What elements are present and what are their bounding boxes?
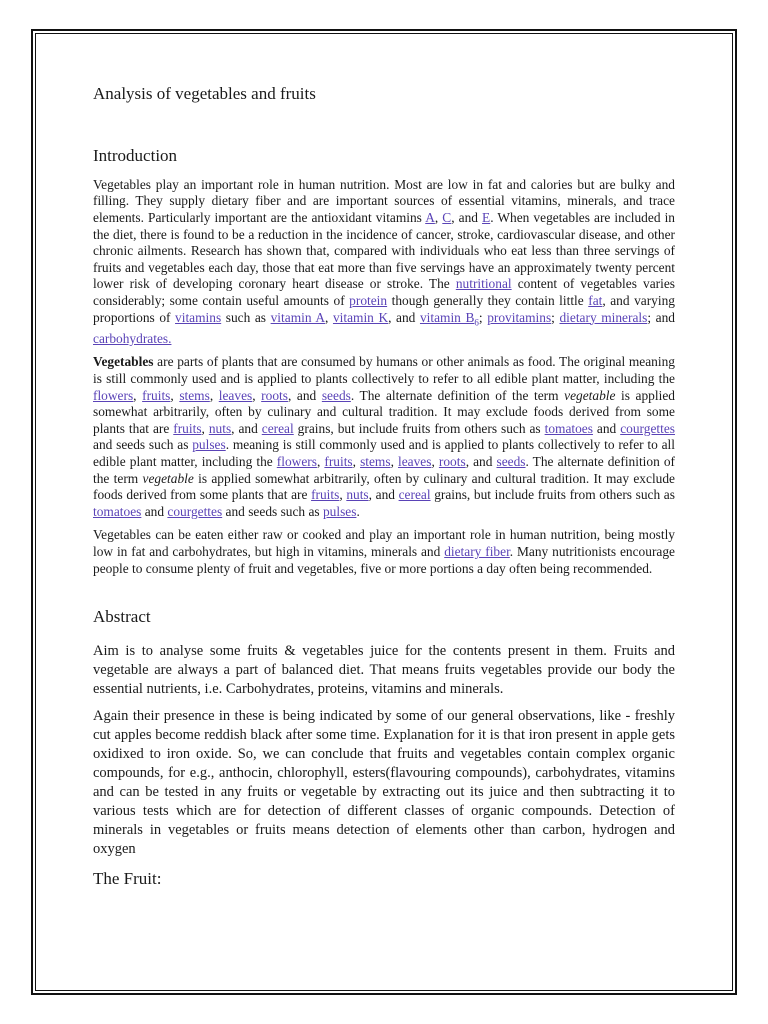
bold-term-vegetables: Vegetables bbox=[93, 354, 154, 370]
text: , bbox=[133, 387, 143, 403]
link-protein[interactable]: protein bbox=[349, 292, 388, 308]
text: and seeds such as bbox=[222, 503, 323, 519]
text: . meaning is still commonly used and is applied to plants collectively to refer to all edible plant matter, including the bbox=[93, 437, 675, 469]
text: , and bbox=[231, 420, 262, 436]
text: ; bbox=[478, 309, 488, 325]
fruit-heading: The Fruit: bbox=[93, 868, 162, 888]
text: , bbox=[390, 453, 398, 469]
text: , and bbox=[368, 487, 399, 503]
intro-paragraph-1 bbox=[93, 177, 675, 348]
text: such as bbox=[221, 309, 271, 325]
link-dietary-fiber[interactable]: dietary fiber bbox=[444, 543, 510, 559]
link-dietary-minerals[interactable]: dietary minerals bbox=[559, 309, 648, 325]
text: . bbox=[356, 503, 360, 519]
text: . When vegetables are included in the diet, there is found to be a reduction in the incidence of cancer, stroke, cardiovascular disease, and other chronic ailments. Research has shown that, compared with individuals who eat less than three servings of fruits and vegetables each day, those that eat more than five servings have an approximately twenty percent lower risk of developing coronary heart disease or stroke. The bbox=[93, 209, 675, 292]
text: and seeds such as bbox=[93, 437, 193, 453]
link-cereal[interactable]: cereal bbox=[398, 487, 431, 503]
text: . The alternate definition of the term bbox=[350, 387, 565, 403]
link-vitamin-a-letter[interactable]: A bbox=[425, 209, 435, 225]
italic-term-vegetable: vegetable bbox=[564, 387, 616, 403]
text: ; and bbox=[647, 309, 675, 325]
intro-paragraph-3 bbox=[93, 527, 675, 577]
link-vitamin-e-letter[interactable]: E bbox=[482, 209, 491, 225]
link-leaves[interactable]: leaves bbox=[218, 387, 253, 403]
text: , bbox=[434, 209, 443, 225]
link-pulses[interactable]: pulses bbox=[192, 437, 226, 453]
text: , bbox=[252, 387, 262, 403]
link-fat[interactable]: fat bbox=[588, 292, 603, 308]
text: Vegetables can be eaten either raw or cooked and play an important role in human nutrition, being mostly low in fat and carbohydrates, but high in vitamins, minerals and bbox=[93, 527, 675, 559]
link-vitamin-b-text: vitamin B bbox=[419, 309, 475, 325]
link-fruits[interactable]: fruits bbox=[173, 420, 202, 436]
italic-term-vegetable: vegetable bbox=[142, 470, 194, 486]
abstract-paragraph-2: Again their presence in these is being indicated by some of our general observations, like - freshly cut apples become reddish black after some time. Explanation for it is that iron present in apple gets oxidixed to iron oxide. So, we can conclude that fruits and vegetables contain complex organic compounds, for e.g., anthocin, chlorophyll, esters(flavouring compounds), carbohydrates, vitamins and can be tested in any fruits or vegetable by extracting out its juice and then subtracting it to various tests which are for detection of different classes of organic compounds. Detection of minerals in vegetables or fruits means detection of elements other than carbon, hydrogen and oxygen bbox=[93, 707, 675, 857]
link-vitamin-c-letter[interactable]: C bbox=[442, 209, 452, 225]
intro-paragraph-2 bbox=[93, 354, 675, 520]
text: , bbox=[201, 420, 209, 436]
text: , bbox=[339, 487, 347, 503]
text: are parts of plants that are consumed by humans or other animals as food. The original meaning is still commonly used and is applied to plants collectively to refer to all edible plant matter, including the bbox=[93, 354, 675, 386]
link-seeds[interactable]: seeds bbox=[321, 387, 351, 403]
introduction-heading: Introduction bbox=[93, 146, 178, 166]
link-fruits[interactable]: fruits bbox=[142, 387, 171, 403]
text: and bbox=[592, 420, 621, 436]
text: grains, but include fruits from others such as bbox=[293, 420, 545, 436]
text: , and bbox=[451, 209, 483, 225]
link-nuts[interactable]: nuts bbox=[208, 420, 232, 436]
link-carbohydrates[interactable]: carbohydrates. bbox=[93, 330, 172, 346]
text: , bbox=[170, 387, 180, 403]
link-vitamins[interactable]: vitamins bbox=[175, 309, 222, 325]
text: , bbox=[431, 453, 439, 469]
text: grains, but include fruits from others such as bbox=[430, 487, 675, 503]
text: . Many nutritionists encourage people to consume plenty of fruit and vegetables, five or more portions a day often being recommended. bbox=[93, 543, 675, 576]
abstract-paragraph-1: Aim is to analyse some fruits & vegetables juice for the contents present in them. Fruits and vegetable are always a part of balanced diet. That means fruits vegetables provide our body the essential nutrients, i.e. Carbohydrates, proteins, vitamins and minerals. bbox=[93, 642, 675, 697]
link-nuts[interactable]: nuts bbox=[346, 487, 369, 503]
link-tomatoes[interactable]: tomatoes bbox=[544, 420, 593, 436]
text: , bbox=[352, 453, 361, 469]
text: , bbox=[316, 453, 325, 469]
link-cereal[interactable]: cereal bbox=[261, 420, 294, 436]
text: ; bbox=[551, 309, 560, 325]
link-fruits[interactable]: fruits bbox=[324, 453, 353, 469]
text: , bbox=[209, 387, 219, 403]
text: is applied somewhat arbitrarily, often by culinary and cultural tradition. It may exclude foods derived from some plants that are bbox=[93, 387, 675, 436]
link-roots[interactable]: roots bbox=[261, 387, 288, 403]
subscript-6: 6 bbox=[474, 317, 479, 328]
link-leaves[interactable]: leaves bbox=[398, 453, 432, 469]
document-title: Analysis of vegetables and fruits bbox=[93, 84, 316, 103]
text: is applied somewhat arbitrarily, often by culinary and cultural tradition. It may exclude foods derived from some plants that are bbox=[93, 470, 676, 503]
link-courgettes[interactable]: courgettes bbox=[620, 420, 675, 436]
text: content of vegetables varies considerably; some contain useful amounts of bbox=[93, 276, 675, 308]
link-flowers[interactable]: flowers bbox=[93, 387, 134, 403]
text: and bbox=[141, 503, 168, 519]
text: , and bbox=[465, 453, 497, 469]
link-provitamins[interactable]: provitamins bbox=[487, 309, 552, 325]
text: , bbox=[325, 309, 333, 325]
text: , and bbox=[388, 309, 420, 325]
link-flowers[interactable]: flowers bbox=[276, 453, 317, 469]
text: though generally they contain little bbox=[387, 292, 589, 308]
link-fruits[interactable]: fruits bbox=[311, 487, 340, 503]
link-courgettes[interactable]: courgettes bbox=[167, 503, 223, 519]
link-tomatoes[interactable]: tomatoes bbox=[93, 503, 142, 519]
link-vitamin-a[interactable]: vitamin A bbox=[270, 309, 326, 325]
text: , and bbox=[287, 387, 322, 403]
link-seeds[interactable]: seeds bbox=[496, 453, 526, 469]
text: , and varying proportions of bbox=[93, 292, 675, 325]
link-vitamin-b6[interactable] bbox=[419, 309, 479, 328]
link-stems[interactable]: stems bbox=[179, 387, 210, 403]
link-pulses[interactable]: pulses bbox=[322, 503, 357, 519]
link-vitamin-k[interactable]: vitamin K bbox=[332, 309, 389, 325]
link-stems[interactable]: stems bbox=[360, 453, 391, 469]
document-body bbox=[93, 84, 675, 899]
text: . The alternate definition of the term bbox=[93, 453, 676, 486]
text: Vegetables play an important role in human nutrition. Most are low in fat and calories but are bulky and filling. They supply dietary fiber and are important sources of essential vitamins, minerals, and trace elements. Particularly important are the antioxidant vitamins bbox=[93, 176, 675, 225]
link-nutritional[interactable]: nutritional bbox=[455, 276, 512, 292]
abstract-heading: Abstract bbox=[93, 607, 151, 627]
link-roots[interactable]: roots bbox=[438, 453, 466, 469]
